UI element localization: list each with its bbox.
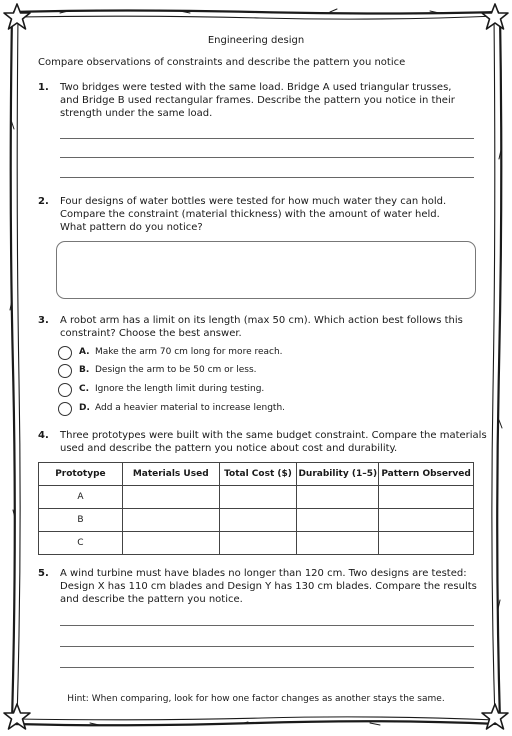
- option-letter: A.: [79, 347, 90, 357]
- table-cell[interactable]: [122, 532, 219, 555]
- table-cell[interactable]: [297, 509, 379, 532]
- answer-line[interactable]: [60, 667, 474, 668]
- option-letter: C.: [79, 384, 90, 394]
- question-line: Design X has 110 cm blades and Design Y has 130 cm blades. Compare the results: [60, 581, 477, 592]
- question-line: Two bridges were tested with the same load. Bridge A used triangular trusses,: [60, 82, 452, 93]
- question-text: [60, 429, 487, 455]
- question-line: and Bridge B used rectangular frames. Describe the pattern you notice in their: [60, 95, 455, 106]
- table-cell[interactable]: [122, 509, 219, 532]
- prototype-label: B: [39, 509, 123, 532]
- column-header: Total Cost ($): [219, 463, 297, 486]
- table-cell[interactable]: [219, 509, 297, 532]
- prototype-table: [38, 462, 474, 555]
- question-line: Three prototypes were built with the same budget constraint. Compare the materials: [60, 430, 487, 441]
- table-cell[interactable]: [379, 486, 474, 509]
- column-header: Pattern Observed: [379, 463, 474, 486]
- table-cell[interactable]: [379, 509, 474, 532]
- table-cell[interactable]: [219, 532, 297, 555]
- table-cell[interactable]: [297, 532, 379, 555]
- table-header-row: [39, 463, 474, 486]
- question-number: 2.: [38, 196, 49, 207]
- radio-circle-icon[interactable]: [58, 383, 72, 397]
- question-line: Four designs of water bottles were tested for how much water they can hold.: [60, 196, 447, 207]
- prototype-label: C: [39, 532, 123, 555]
- hint-text: Hint: When comparing, look for how one factor changes as another stays the same.: [67, 694, 445, 704]
- table-row: [39, 486, 474, 509]
- option-text: Add a heavier material to increase length.: [95, 403, 286, 413]
- question-4: [38, 429, 487, 457]
- question-number: 3.: [38, 315, 49, 326]
- answer-box[interactable]: [56, 241, 476, 299]
- table-cell[interactable]: [122, 486, 219, 509]
- question-1: [38, 81, 478, 121]
- question-line: constraint? Choose the best answer.: [60, 328, 242, 339]
- instructions-text: Compare observations of constraints and describe the pattern you notice: [38, 57, 406, 68]
- table-row: [39, 532, 474, 555]
- answer-line[interactable]: [60, 177, 474, 178]
- radio-circle-icon[interactable]: [58, 402, 72, 416]
- option-c[interactable]: [58, 383, 358, 397]
- question-line: used and describe the pattern you notice about cost and durability.: [60, 443, 398, 454]
- question-line: A robot arm has a limit on its length (max 50 cm). Which action best follows this: [60, 315, 463, 326]
- option-a[interactable]: [58, 346, 358, 360]
- table-cell[interactable]: [219, 486, 297, 509]
- option-letter: B.: [79, 365, 90, 375]
- table-cell[interactable]: [297, 486, 379, 509]
- question-5: [38, 567, 478, 607]
- table-row: [39, 509, 474, 532]
- answer-line[interactable]: [60, 625, 474, 626]
- prototype-label: A: [39, 486, 123, 509]
- option-letter: D.: [79, 403, 90, 413]
- option-text: Ignore the length limit during testing.: [95, 384, 265, 394]
- column-header: Durability (1–5): [297, 463, 379, 486]
- question-text: [60, 81, 480, 120]
- question-3: [38, 314, 478, 342]
- question-number: 5.: [38, 568, 49, 579]
- answer-line[interactable]: [60, 646, 474, 647]
- option-d[interactable]: [58, 402, 358, 416]
- question-number: 4.: [38, 430, 49, 441]
- question-line: What pattern do you notice?: [60, 222, 203, 233]
- question-2: [38, 195, 478, 235]
- answer-line[interactable]: [60, 138, 474, 139]
- option-b[interactable]: [58, 364, 358, 378]
- option-text: Design the arm to be 50 cm or less.: [95, 365, 257, 375]
- question-number: 1.: [38, 82, 49, 93]
- question-line: and describe the pattern you notice.: [60, 594, 243, 605]
- question-text: [60, 314, 480, 340]
- radio-circle-icon[interactable]: [58, 364, 72, 378]
- page-title: Engineering design: [207, 35, 305, 46]
- answer-line[interactable]: [60, 157, 474, 158]
- column-header: Materials Used: [122, 463, 219, 486]
- table-cell[interactable]: [379, 532, 474, 555]
- question-text: [60, 195, 480, 234]
- option-text: Make the arm 70 cm long for more reach.: [95, 347, 283, 357]
- question-text: [60, 567, 480, 606]
- question-line: strength under the same load.: [60, 108, 213, 119]
- radio-circle-icon[interactable]: [58, 346, 72, 360]
- question-line: Compare the constraint (material thickness) with the amount of water held.: [60, 209, 440, 220]
- question-line: A wind turbine must have blades no longer than 120 cm. Two designs are tested:: [60, 568, 467, 579]
- column-header: Prototype: [39, 463, 123, 486]
